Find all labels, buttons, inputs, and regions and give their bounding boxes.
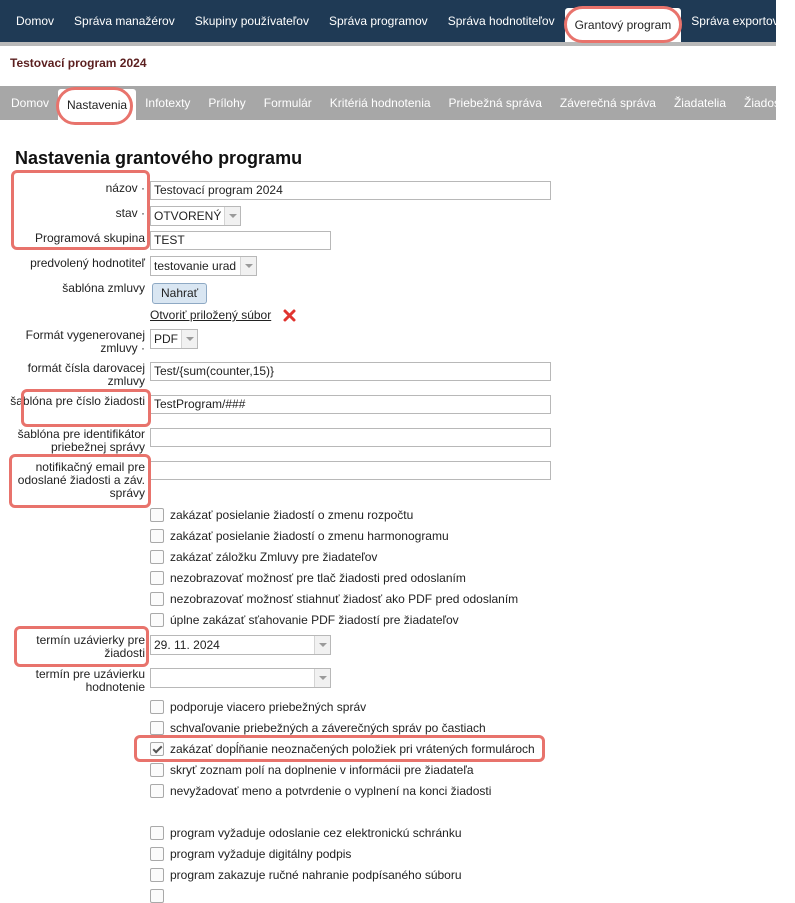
- upload-button[interactable]: Nahrať: [152, 283, 207, 304]
- tab-ziadatelia[interactable]: Žiadatelia: [673, 96, 726, 110]
- top-nav-sprava-hodnotitelov[interactable]: Správa hodnotiteľov: [447, 14, 555, 28]
- checkbox-label: nezobrazovať možnosť stiahnuť žiadosť ako PDF pred odoslaním: [170, 592, 519, 606]
- label-termin-uzavierky: termín uzávierky pre žiadosti: [36, 633, 145, 660]
- label-format-cisla: formát čísla darovacej zmluvy: [27, 361, 145, 388]
- checkbox-label: program vyžaduje digitálny podpis: [170, 847, 352, 861]
- termin-uzavierky-date[interactable]: 29. 11. 2024: [150, 635, 331, 655]
- checkbox-label: program zakazuje ručné nahranie podpísaného súboru: [170, 868, 462, 882]
- chevron-down-icon: [314, 636, 330, 654]
- top-nav-grantovy-program[interactable]: Grantový program: [565, 8, 682, 42]
- label-predvoleny-hodnotitel: predvolený hodnotiteľ: [30, 256, 145, 270]
- tab-ziadosti[interactable]: Žiadosti: [744, 96, 787, 110]
- checkbox-partial[interactable]: [150, 889, 164, 903]
- tab-formular[interactable]: Formulár: [263, 96, 312, 110]
- label-sablona-cislo: šablóna pre číslo žiadosti: [10, 394, 145, 408]
- label-sablona-zmluvy: šablóna zmluvy: [62, 281, 145, 295]
- checkbox-label: zakázať dopĺňanie neoznačených položiek pri vrátených formulároch: [170, 742, 535, 756]
- tab-zaverecna-sprava[interactable]: Záverečná správa: [559, 96, 656, 110]
- chevron-down-icon: [314, 669, 330, 687]
- sablona-identifikator-input[interactable]: [150, 428, 551, 447]
- checkbox-zakazat-doplnanie[interactable]: [150, 742, 164, 756]
- checkbox-label: zakázať záložku Zmluvy pre žiadateľov: [170, 550, 378, 564]
- delete-icon[interactable]: [283, 309, 296, 322]
- tab-infotexty[interactable]: Infotexty: [145, 96, 191, 110]
- label-programova-skupina: Programová skupina: [34, 231, 145, 245]
- checkbox-nezobrazovat-tlac[interactable]: [150, 571, 164, 585]
- checkbox-digitalny-podpis[interactable]: [150, 847, 164, 861]
- notifikacny-email-input[interactable]: [150, 461, 551, 480]
- top-nav-sprava-manazerov[interactable]: Správa manažérov: [74, 14, 175, 28]
- tab-priebezna-sprava[interactable]: Priebežná správa: [448, 96, 542, 110]
- checkbox-label: nezobrazovať možnosť pre tlač žiadosti pred odoslaním: [170, 571, 466, 585]
- label-format-zmluvy: Formát vygenerovanej zmluvy ·: [25, 328, 145, 355]
- nav-divider: [0, 42, 776, 46]
- checkbox-zakazat-zmenu-harmonogramu[interactable]: [150, 529, 164, 543]
- tab-nastavenia[interactable]: Nastavenia: [58, 89, 136, 120]
- programova-skupina-input[interactable]: TEST: [150, 231, 331, 250]
- label-termin-hodnotenie: termín pre uzávierku hodnotenie: [35, 667, 145, 694]
- sub-nav: [0, 86, 787, 120]
- top-nav-skupiny-pouzivatelov[interactable]: Skupiny používateľov: [194, 14, 309, 28]
- label-notifikacny-email: notifikačný email pre odoslané žiadosti a záv. správy: [17, 460, 145, 500]
- checkbox-schvalovanie-po-castiach[interactable]: [150, 721, 164, 735]
- checkbox-elektronicka-schranka[interactable]: [150, 826, 164, 840]
- label-sablona-identifikator: šablóna pre identifikátor priebežnej správy: [17, 427, 145, 454]
- chevron-down-icon: [240, 257, 256, 275]
- checkbox-label: nevyžadovať meno a potvrdenie o vyplnení na konci žiadosti: [170, 784, 492, 798]
- checkbox-label: zakázať posielanie žiadostí o zmenu harmonogramu: [170, 529, 449, 543]
- checkbox-label: úplne zakázať sťahovanie PDF žiadostí pre žiadateľov: [170, 613, 459, 627]
- tab-domov[interactable]: Domov: [11, 96, 50, 110]
- checkbox-zakazat-zalozku-zmluvy[interactable]: [150, 550, 164, 564]
- checkbox-nezobrazovat-pdf[interactable]: [150, 592, 164, 606]
- checkbox-label: skryť zoznam polí na doplnenie v informácii pre žiadateľa: [170, 763, 474, 777]
- top-nav-sprava-programov[interactable]: Správa programov: [328, 14, 428, 28]
- open-attachment-link[interactable]: Otvoriť priložený súbor: [150, 308, 272, 322]
- checkbox-nevyzadovat-meno[interactable]: [150, 784, 164, 798]
- chevron-down-icon: [224, 207, 240, 225]
- checkbox-label: zakázať posielanie žiadostí o zmenu rozpočtu: [170, 508, 414, 522]
- nazov-input[interactable]: Testovací program 2024: [150, 181, 551, 200]
- tab-kriteria-hodnotenia[interactable]: Kritériá hodnotenia: [329, 96, 431, 110]
- checkbox-skryt-zoznam-poli[interactable]: [150, 763, 164, 777]
- top-nav: [0, 0, 779, 42]
- sablona-cislo-input[interactable]: TestProgram/###: [150, 395, 551, 414]
- checkbox-label: program vyžaduje odoslanie cez elektronickú schránku: [170, 826, 462, 840]
- termin-hodnotenie-date[interactable]: [150, 668, 331, 688]
- label-stav: stav ·: [115, 206, 145, 220]
- format-zmluvy-select[interactable]: PDF: [150, 329, 198, 349]
- checkbox-label: podporuje viacero priebežných správ: [170, 700, 367, 714]
- predvoleny-hodnotitel-select[interactable]: testovanie urad: [150, 256, 257, 276]
- format-cisla-input[interactable]: Test/{sum(counter,15)}: [150, 362, 551, 381]
- checkbox-zakazuje-rucne-nahranie[interactable]: [150, 868, 164, 882]
- top-nav-domov[interactable]: Domov: [16, 14, 55, 28]
- checkbox-viacero-priebeznych[interactable]: [150, 700, 164, 714]
- top-nav-sprava-exportov[interactable]: Správa exportov: [691, 14, 779, 28]
- label-nazov: názov ·: [105, 181, 145, 195]
- checkbox-label: schvaľovanie priebežných a záverečných správ po častiach: [170, 721, 486, 735]
- stav-select[interactable]: OTVORENÝ: [150, 206, 241, 226]
- tab-prilohy[interactable]: Prílohy: [208, 96, 246, 110]
- program-title: Testovací program 2024: [10, 56, 147, 70]
- checkbox-zakazat-zmenu-rozpoctu[interactable]: [150, 508, 164, 522]
- page-title: Nastavenia grantového programu: [15, 148, 303, 168]
- checkbox-zakazat-stahovanie-pdf[interactable]: [150, 613, 164, 627]
- chevron-down-icon: [181, 330, 197, 348]
